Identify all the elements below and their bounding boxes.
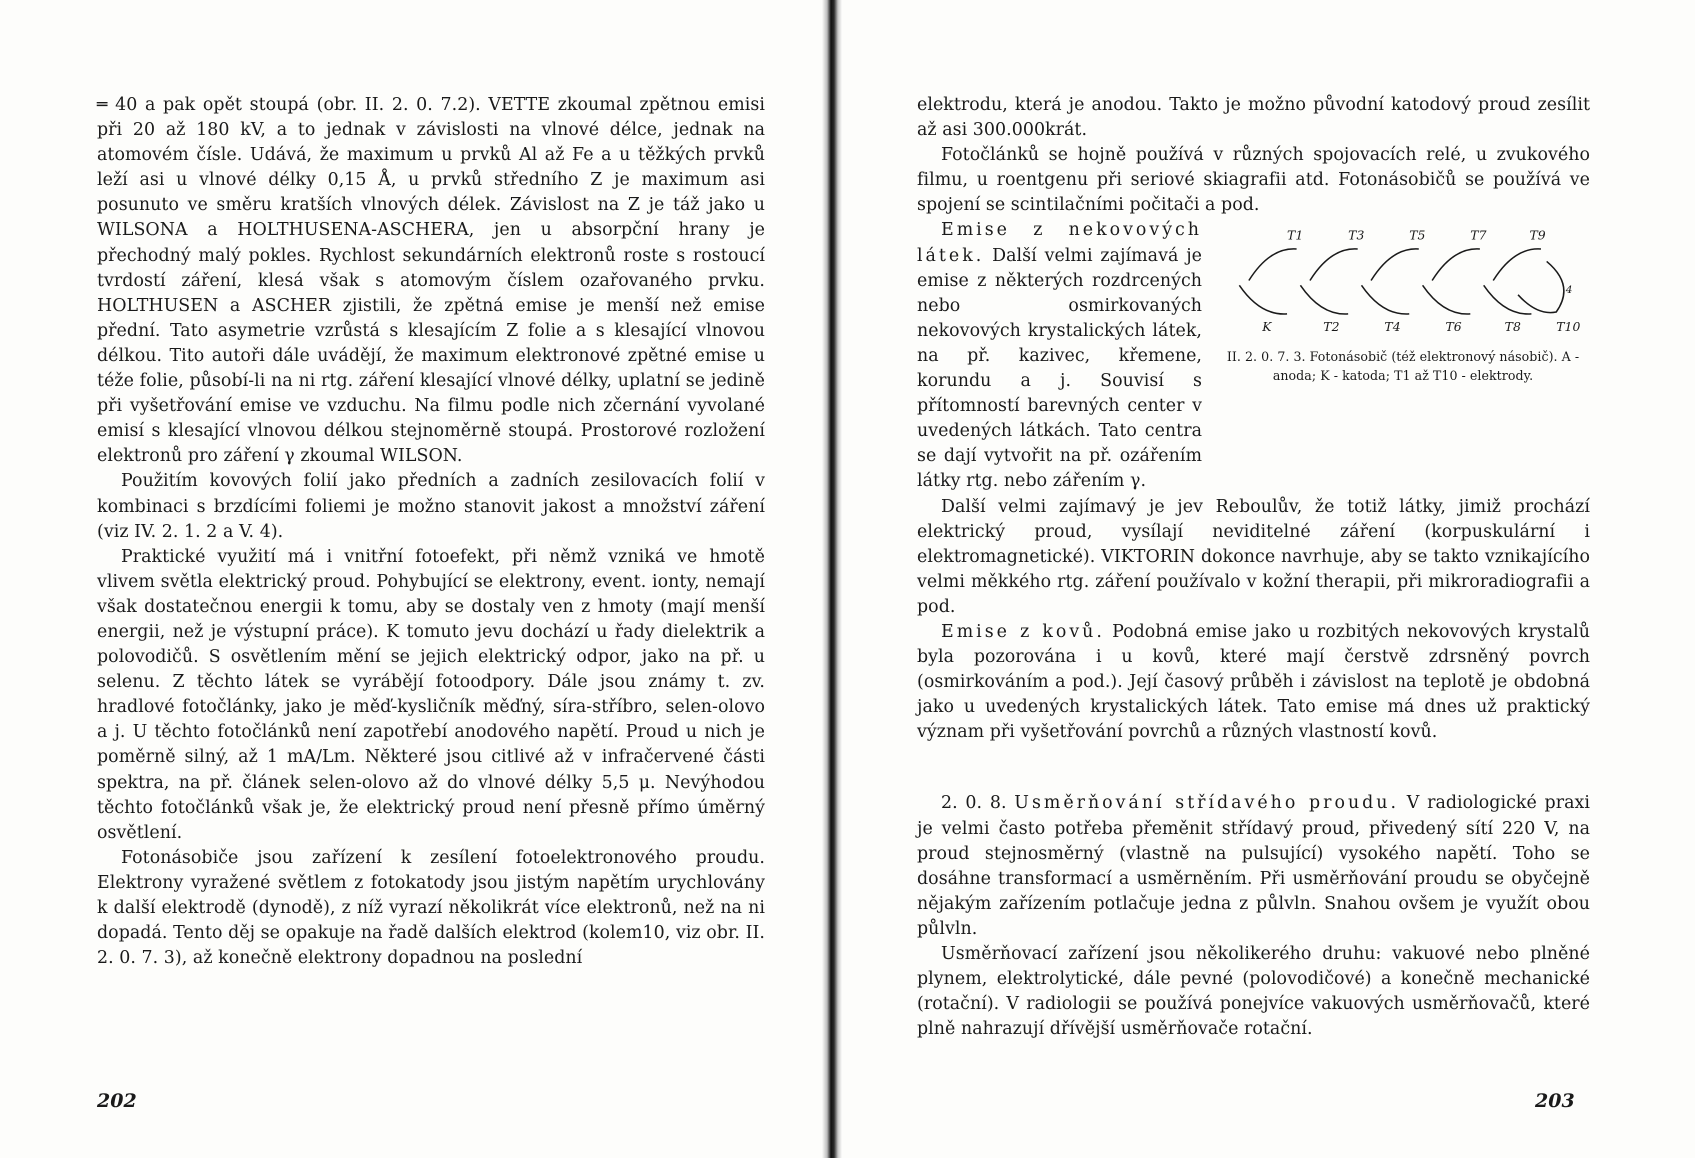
label-t6: T6 <box>1445 319 1462 334</box>
paragraph: Usměrňovací zařízení jsou několikerého druhu: vakuové nebo plněné plynem, elektrolytické, dále pevné (polovodičové) a konečně mechanické (rotační). V radiologii se používá ponejvíce vakuových usměrňovačů, které plně nahrazují dřívější usměrňovače rotační. <box>917 944 1590 1040</box>
page-number: 202 <box>97 1090 137 1112</box>
figure-wrap <box>917 218 1590 494</box>
paragraph: elektrodu, která je anodou. Takto je možno původní katodový proud zesílit až asi 300.000krát. <box>917 95 1590 141</box>
section-number: 2. 0. 8. <box>941 793 1007 814</box>
label-t4: T4 <box>1383 319 1401 334</box>
inline-heading: Emise z nekovových látek. <box>917 220 1202 266</box>
label-t8: T8 <box>1504 319 1521 334</box>
right-page <box>845 0 1695 1158</box>
paragraph: Praktické využití má i vnitřní fotoefekt, při němž vzniká ve hmotě vlivem světla elektrický proud. Pohybující se elektrony, event. ionty, nemají však dostatečnou energii k tomu, aby se dostaly ven z hmoty (mají menší energii, než je výstupní práce). K tomuto jevu dochází u řady dielektrik a polovodičů. S osvětlením mění se jejich elektrický odpor, jako na př. u selenu. Z těchto látek se vyrábějí fotoodpory. Dále jsou známy t. zv. hradlové fotočlánky, jako je měď-kysličník měďný, síra-stříbro, selen-olovo a j. U těchto fotočlánků není zapotřebí anodového napětí. Proud u nich je poměrně silný, až 1 mA/Lm. Některé jsou citlivé až v infračervené části spektra, na př. článek selen-olovo až do vlnové délky 5,5 μ. Nevýhodou těchto fotočlánků však je, že elektrický proud není přesně přímo úměrný osvětlení. <box>97 546 765 843</box>
section-gap <box>917 745 1590 791</box>
paragraph: Fotočlánků se hojně používá v různých spojovacích relé, u zvukového filmu, u roentgenu při seriové skiagrafii atd. Fotonásobičů se používá ve spojení se scintilačními počitači a pod. <box>917 145 1590 216</box>
label-t2: T2 <box>1322 319 1340 334</box>
section-paragraph <box>917 791 1590 942</box>
figure-caption: II. 2. 0. 7. 3. Fotonásobič (též elektronový násobič). A - anoda; K - katoda; T1 až T10 - elektrody. <box>1226 349 1580 384</box>
paragraph: Použitím kovových folií jako předních a zadních zesilovacích folií v kombinaci s brzdícími foliemi je možno stanovit jakost a množství záření (viz IV. 2. 1. 2 a V. 4). <box>97 471 765 542</box>
label-k: K <box>1261 319 1272 334</box>
paragraph: Další velmi zajímavý je jev Reboulův, že totiž látky, jimiž prochází elektrický proud, vysílají neviditelné záření (korpuskulární i elektromagnetické). VIKTORIN dokonce navrhuje, aby se takto vznikajícího velmi měkkého rtg. záření používalo v kožní therapii, při mikroradiografii a pod. <box>917 496 1590 617</box>
label-t9: T9 <box>1529 228 1546 243</box>
photomultiplier-figure <box>1216 228 1590 385</box>
page-number: 203 <box>1535 1090 1575 1112</box>
label-t3: T3 <box>1347 228 1364 243</box>
inline-heading: Emise z kovů. <box>941 621 1105 642</box>
label-t5: T5 <box>1408 228 1425 243</box>
label-t1: T1 <box>1286 228 1303 243</box>
paragraph: ═ 40 a pak opět stoupá (obr. II. 2. 0. 7.2). VETTE zkoumal zpětnou emisi při 20 až 180 kV, a to jednak v závislosti na vlnové délce, jednak na atomovém čísle. Udává, že maximum u prvků Al až Fe a u těžkých prvků leží asi u vlnové délky 0,15 Å, u prvků středního Z je maximum asi posunuto ve směru kratších vlnových délek. Závislost na Z je táž jako u WILSONA a HOLTHUSENA-ASCHERA, jen u absorpční hrany je přechodný malý pokles. Rychlost sekundárních elektronů roste s rostoucí tvrdostí záření, klesá však s atomovým číslem ozařovaného prvku. HOLTHUSEN a ASCHER zjistili, že zpětná emise je menší než emise přední. Tato asymetrie vzrůstá s klesajícím Z folie a s klesající vlnovou délkou. Tito autoři dále uvádějí, že maximum elektronové zpětné emise u téže folie, působí-li na ni rtg. záření klesající vlnové délky, uplatní se jedině při vyšetřování emise ve vzduchu. Na filmu podle nich zčernání vyvolané emisí s klesající vlnovou délkou stejnoměrně stoupá. Prostorové rozložení elektronů pro záření γ zkoumal WILSON. <box>97 95 765 467</box>
paragraph <box>917 620 1590 745</box>
right-text-column <box>917 93 1590 1042</box>
left-text-column <box>97 93 765 971</box>
paragraph-body: Podobná emise jako u rozbitých nekovových krystalů byla pozorována i u kovů, které mají čerstvě zdrsněný povrch (osmirkováním a pod.). Její časový průběh i závislost na teplotě je obdobná jako u uvedených krystalických látek. Tato emise má dnes už praktický význam při vyšetřování povrchů a různých vlastností kovů. <box>917 621 1590 743</box>
label-t10: T10 <box>1555 319 1580 334</box>
label-t7: T7 <box>1469 228 1487 243</box>
book-spine <box>822 0 842 1158</box>
left-page <box>0 0 830 1158</box>
paragraph-body: V radiologické praxi je velmi často potřeba přeměnit střídavý proud, přivedený sítí 220 V, na proud stejnosměrný (vlastně na pulsující) vysokého napětí. Toho se dosáhne transformací a usměrněním. Při usměrňování proudu se obyčejně nějakým zařízením potlačuje jedna z půlvln. Snahou ovšem je využít obou půlvln. <box>917 793 1590 939</box>
label-anode: 4 <box>1565 284 1573 297</box>
paragraph-wrapped <box>917 218 1202 494</box>
paragraph: Fotonásobiče jsou zařízení k zesílení fotoelektronového proudu. Elektrony vyražené světlem z fotokatody jsou jistým napětím urychlovány k další elektrodě (dynodě), z níž vyrazí několikrát více elektronů, než na ni dopadá. Tento děj se opakuje na řadě dalších elektrod (kolem10, viz obr. II. 2. 0. 7. 3), až konečně elektrony dopadnou na poslední <box>97 847 765 969</box>
section-title: Usměrňování střídavého proudu. <box>1014 793 1399 814</box>
paragraph-body: Další velmi zajímavá je emise z některých rozdrcených nebo osmirkovaných nekovových krystalických látek, na př. kazivec, křemene, korundu a j. Souvisí s přítomností barevných center v uvedených látkách. Tato centra se dají vytvořit na př. ozářením látky rtg. nebo zářením γ. <box>917 245 1203 492</box>
photomultiplier-diagram <box>1226 228 1581 333</box>
